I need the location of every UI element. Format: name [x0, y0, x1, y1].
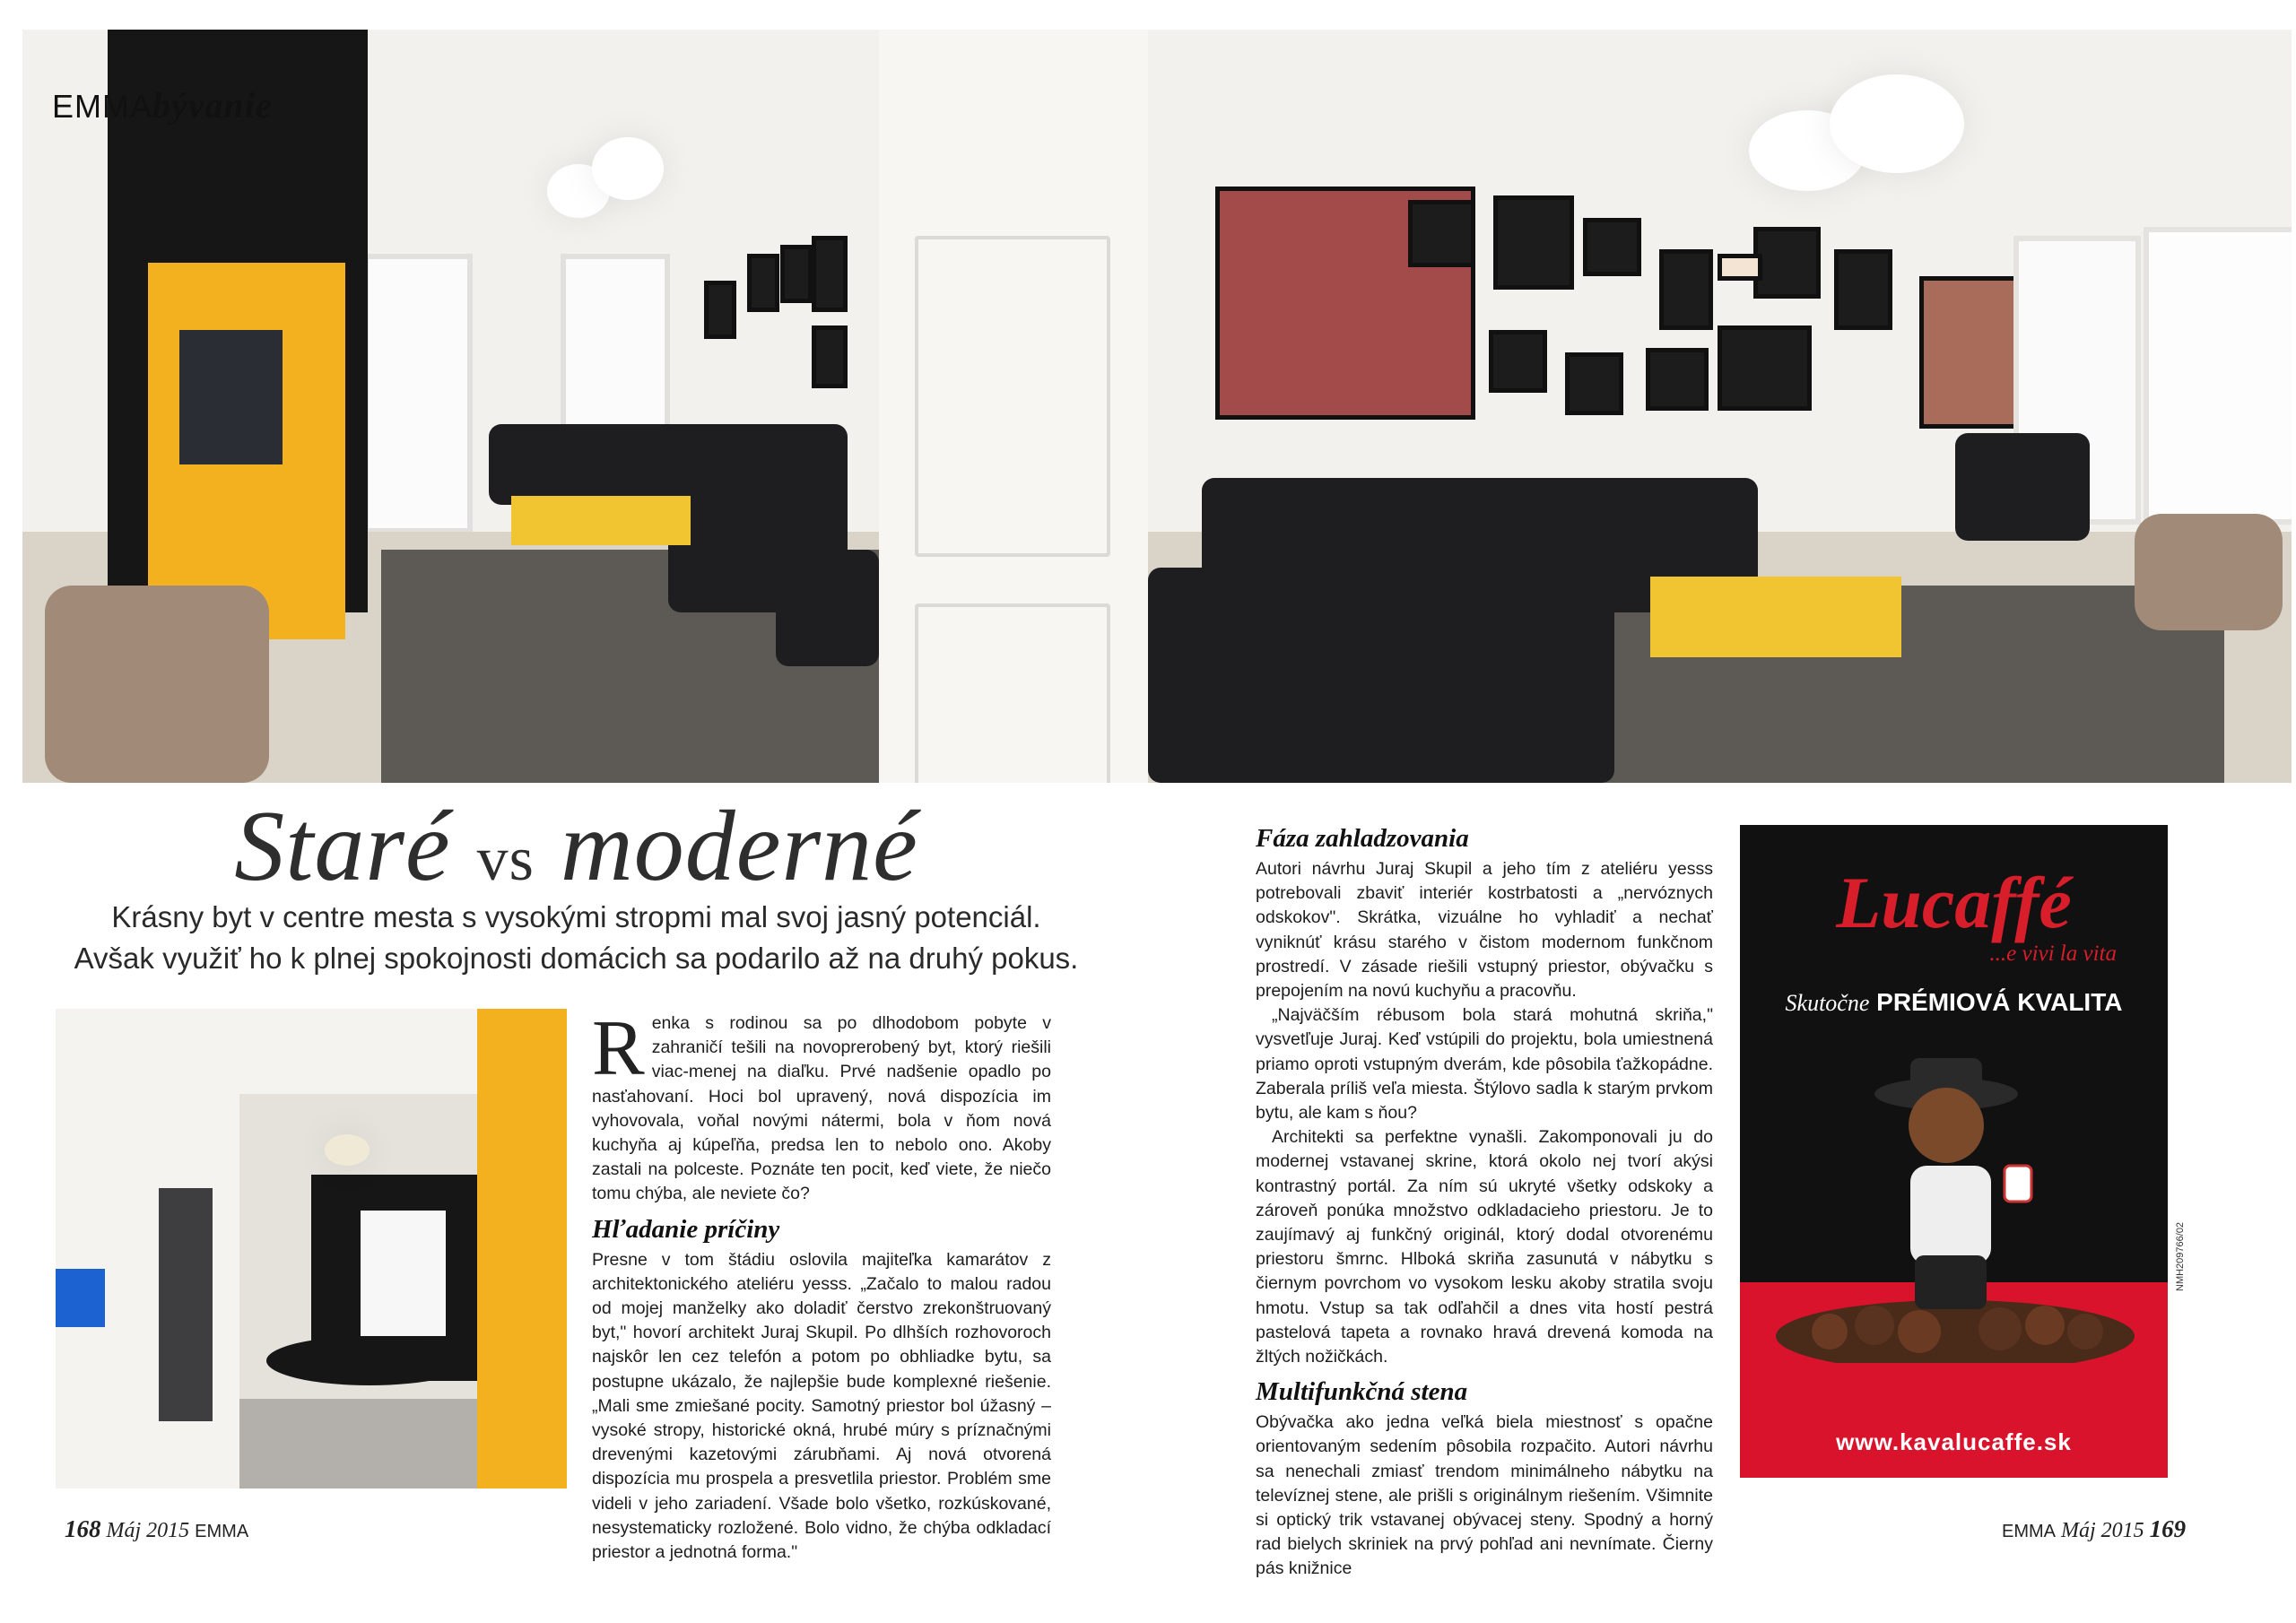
coffee-mascot-illustration [1776, 1040, 2135, 1363]
footer-left [65, 1515, 248, 1543]
door-photo [879, 30, 1148, 783]
section-heading-1: Hľadanie príčiny [592, 1214, 780, 1244]
lucaffe-advertisement[interactable] [1740, 825, 2168, 1478]
intro-text: enka s rodinou sa po dlhodobom pobyte v zahraničí tešili na novoprerobený byt, ktorý riešili viac-menej na diaľku. Prvé nadšenie opadlo po nasťahovaní. Hoci bol upravený, nová dispozícia im vyhovovala, voňal novými nátermi, bola v ňom nová kuchyňa aj kúpeľňa, predsa len to nebolo ono. Akoby zastali na polceste. Poznáte ten pocit, keď viete, že niečo tomu chýba, ale neviete čo? [592, 1013, 1051, 1204]
drop-cap: R [592, 1005, 645, 1092]
section-heading-2: Fáza zahladzovania [1256, 824, 1469, 853]
ad-logo: Lucaffé [1836, 862, 2072, 943]
ad-url[interactable]: www.kavalucaffe.sk [1836, 1428, 2072, 1455]
section-1-text: Presne v tom štádiu oslovila majiteľka kamarátov z architektonického ateliéru yesss. „Začalo to malou radou od mojej manželky ako doladiť čerstvo zrekonštruovaný byt," hovorí architekt Juraj Skupil. Po dlhších rozhovoroch najskôr len cez telefón a potom po obhliadke bytu, sa postupne ukázalo, že najlepšie bude komplexné riešenie. „Mali sme zmiešané pocity. Samotný priestor bol úžasný – vysoké stropy, historické okná, hrubé múry s príznačnými drevenými kazetovými zárubňami. Aj nová otvorená dispozícia mu prospela a presvetlila priestor. Problém sme videli v jeho zariadení. Všade bolo všetko, rozkúskované, nesystematicky rozložené. Bolo vidno, že chýba odkladací priestor a jednotná forma." [592, 1249, 1051, 1563]
ad-claim-text: PRÉMIOVÁ KVALITA [1876, 988, 2123, 1016]
window [363, 254, 473, 534]
ad-claim [1740, 988, 2168, 1017]
page-number-left: 168 [65, 1515, 101, 1542]
article-lead [72, 897, 1081, 979]
kitchen-photo [56, 1009, 567, 1488]
lead-line-1: Krásny byt v centre mesta s vysokými stropmi mal svoj jasný potenciál. [111, 900, 1041, 933]
section-heading-3: Multifunkčná stena [1256, 1377, 1468, 1407]
section-2-paragraph-1: Autori návrhu Juraj Skupil a jeho tím z ateliéru yesss potrebovali zbaviť interiér kostrbatosti a „nervóznych odskokov". Skrátka, vizuálne ho vyhladiť a nechať vyniknúť krásu starého v čistom modernom funkčnom prostredí. V zásade riešili vstupný priestor, obývačku s prepojením na novú kuchyňu a pracovňu. [1256, 859, 1713, 1002]
brand-name: EMMA [52, 88, 152, 125]
section-2-paragraph-2: „Najväčším rébusom bola stará mohutná skriňa," vysvetľuje Juraj. Keď vstúpili do projektu, bola umiestnená priamo oproti vstupným dverám, kde pôsobila ťažkopádne. Zaberala príliš veľa miesta. Štýlovo sadla k starým prvkom bytu, ale kam s ňou? [1256, 1005, 1713, 1124]
ad-code: NMH209766/02 [2175, 1221, 2186, 1291]
title-part1: Staré [234, 791, 451, 902]
intro-paragraph [592, 1005, 1051, 1207]
footer-right [2002, 1515, 2186, 1543]
ad-claim-prefix: Skutočne [1785, 990, 1870, 1016]
section-3-text: Obývačka ako jedna veľká biela miestnosť s opačne orientovaným sedením pôsobila rozpačito. Autori návrhu sa nenechali zmiasť trendom minimálneho nábytku na televíznej stene, ale prišli s originálnym riešením. Všimnite si optický trik vstavanej obývacej steny. Spodný a horný rad bielych skriniek na prvý pohľad ani nevnímate. Čierny pás knižnice [1256, 1412, 1713, 1579]
article-title [0, 789, 1152, 905]
issue-left: Máj 2015 [106, 1519, 190, 1542]
lead-line-2: Avšak využiť ho k plnej spokojnosti domácich sa podarilo až na druhý pokus. [74, 942, 1079, 975]
article-column-1 [592, 1005, 1051, 1565]
title-part2: moderné [560, 791, 918, 902]
article-column-2 [1256, 823, 1713, 1582]
issue-right: Máj 2015 [2061, 1519, 2144, 1542]
living-room-photo-right [1148, 30, 2292, 783]
brand-left: EMMA [195, 1522, 249, 1541]
page-number-right: 169 [2149, 1515, 2187, 1542]
ad-tagline: ...e vivi la vita [1989, 942, 2117, 966]
living-room-photo-left [22, 30, 879, 783]
section-2-paragraph-3: Architekti sa perfektne vynašli. Zakomponovali ju do modernej vstavanej skrine, ktorá okolo nej tvorí akýsi kontrastný portál. Za ním sú ukryté všetky odskoky a zároveň ponúka množstvo odkladacieho priestoru. Je to zaujímavý aj funkčný originál, ktorý dodal otvorenému priestoru šmrnc. Hlboká skriňa zasunutá v nábytku s čiernym povrchom vo vysokom lesku akoby stratila svoju hmotu. Vstup sa tak odľahčil a dnes vita hostí pestrá pastelová tapeta a rovnako hravá drevená komoda na žltých nožičkách. [1256, 1127, 1713, 1367]
brand-right: EMMA [2002, 1522, 2056, 1541]
section-name: bývanie [152, 85, 273, 126]
magazine-brand [52, 84, 273, 126]
title-vs: vs [476, 825, 535, 894]
